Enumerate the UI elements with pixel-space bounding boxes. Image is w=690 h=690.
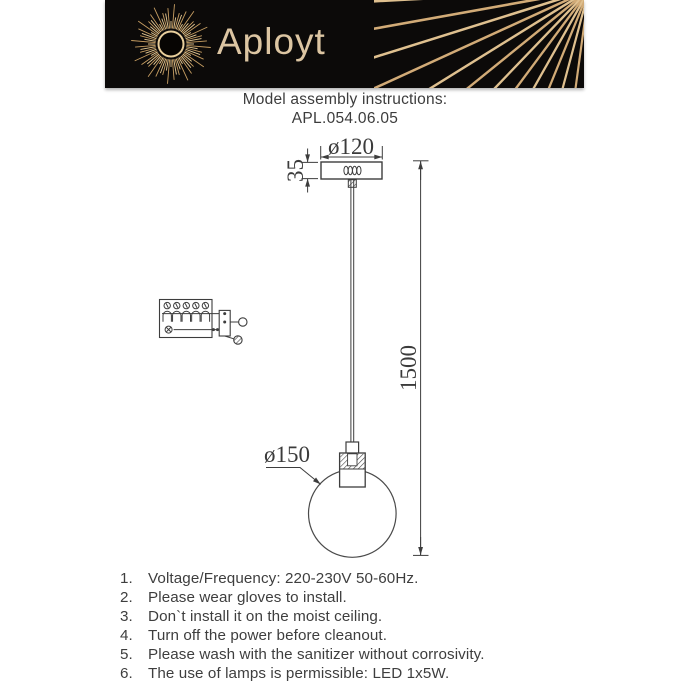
lamp-socket: [340, 442, 366, 487]
instructions-list: [120, 570, 590, 683]
instruction-number: 1.: [120, 570, 133, 587]
instruction-number: 6.: [120, 664, 133, 682]
brand-wordmark: Aployt: [217, 21, 326, 62]
instruction-item: [120, 570, 590, 589]
instruction-text: Turn off the power before cleanout.: [148, 626, 388, 644]
drop-length-label: 1500: [396, 345, 421, 391]
ground-screw: [165, 326, 172, 333]
instruction-number: 2.: [120, 588, 133, 606]
instruction-text: Don`t install it on the moist ceiling.: [148, 607, 383, 625]
dimension-drop-length: [396, 161, 429, 556]
instruction-text: The use of lamps is permissible: LED 1x5W.: [148, 664, 450, 682]
instruction-item: [120, 608, 590, 627]
instruction-item: [120, 646, 590, 665]
cord-nipple: [348, 180, 356, 188]
canopy-diameter-label: ø120: [328, 134, 374, 159]
instruction-text: Please wash with the sanitizer without corrosivity.: [148, 645, 485, 663]
instruction-item: [120, 665, 590, 684]
screw-terminals: [163, 302, 210, 321]
dimension-shade-diameter: [264, 442, 321, 484]
wiring-diagram: [160, 300, 248, 345]
assembly-diagram: [140, 130, 450, 565]
instruction-number: 4.: [120, 626, 133, 644]
ground-terminal: [234, 336, 242, 344]
sunburst-logo-icon: [125, 0, 217, 88]
dimension-canopy-diameter: [321, 134, 383, 160]
instruction-item: [120, 627, 590, 646]
model-number: APL.054.06.05: [291, 110, 399, 127]
instruction-item: [120, 589, 590, 608]
corner-rays-icon: [374, 0, 584, 88]
instruction-number: 3.: [120, 607, 133, 625]
lamp-terminal: [239, 318, 247, 326]
page-title: Model assembly instructions:: [242, 91, 448, 108]
shade-diameter-label: ø150: [264, 442, 310, 467]
ceiling-canopy: [321, 162, 382, 179]
instruction-number: 5.: [120, 645, 133, 663]
pendant-cord: [348, 179, 356, 451]
brand-banner: [105, 0, 584, 88]
dimension-canopy-height: [283, 149, 318, 193]
instruction-text: Please wear gloves to install.: [148, 588, 347, 606]
instruction-text: Voltage/Frequency: 220-230V 50-60Hz.: [148, 570, 419, 587]
canopy-height-label: 35: [283, 159, 308, 182]
